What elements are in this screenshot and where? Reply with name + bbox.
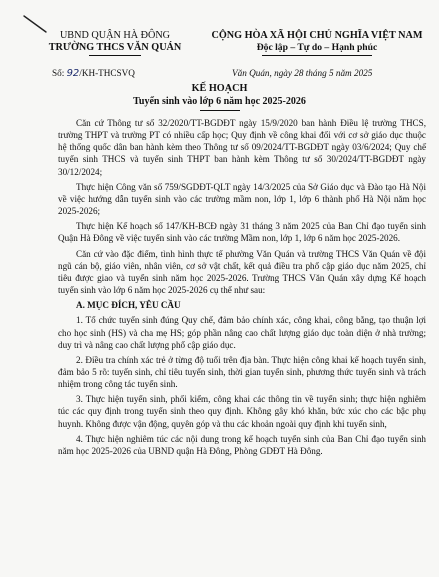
school-name: TRƯỜNG THCS VĂN QUÁN bbox=[48, 42, 182, 53]
issuing-organization bbox=[40, 30, 190, 56]
purpose-item-2: 2. Điều tra chính xác trẻ ở từng độ tuổi trên địa bàn. Thực hiện công khai kế hoạch tuyển sinh, đảm bảo 5 rõ: tuyển sinh, chỉ tiêu tuyển sinh, thời gian tuyển sinh, phương thức tuyển sinh và trách nhiệm trong công tác tuyển sinh. bbox=[58, 354, 426, 390]
district-name: UBND QUẬN HÀ ĐÔNG bbox=[59, 30, 171, 41]
legal-basis-paragraph-3: Thực hiện Kế hoạch số 147/KH-BCĐ ngày 31 tháng 3 năm 2025 của Ban Chỉ đạo tuyển sinh Quận Hà Đông về việc tuyển sinh vào các trường Mầm non, lớp 1, lớp 6 năm học 2025-2026. bbox=[58, 221, 426, 244]
national-motto bbox=[198, 30, 436, 56]
document-number-value: 92 bbox=[66, 68, 80, 79]
purpose-item-1: 1. Tổ chức tuyển sinh đúng Quy chế, đảm bảo chính xác, công khai, công bằng, tạo thuận lợi cho học sinh (HS) và cha mẹ HS; góp phần nâng cao chất lượng giáo dục toàn diện ở nhà trường; duy trì và nâng cao chất lượng phổ cập giáo dục. bbox=[58, 315, 426, 350]
motto-line: Độc lập – Tự do – Hạnh phúc bbox=[256, 42, 378, 53]
purpose-item-4: 4. Thực hiện nghiêm túc các nội dung trong kế hoạch tuyển sinh của Ban Chỉ đạo tuyển sinh năm học 2025-2026 của UBND quận Hà Đông, Phòng GDĐT Hà Đông. bbox=[58, 433, 426, 456]
document-number-suffix: /KH-THCSVQ bbox=[79, 68, 135, 78]
issue-date: Văn Quán, ngày 28 tháng 5 năm 2025 bbox=[232, 68, 373, 78]
document-type-title: KẾ HOẠCH bbox=[191, 83, 248, 94]
document-number bbox=[52, 67, 135, 80]
document-body bbox=[58, 117, 426, 457]
document-subject-title: Tuyển sinh vào lớp 6 năm học 2025-2026 bbox=[133, 96, 306, 107]
legal-basis-paragraph-2: Thực hiện Công văn số 759/SGDĐT-QLT ngày 14/3/2025 của Sở Giáo dục và Đào tạo Hà Nội về việc hướng dẫn tuyển sinh vào các trường mầm non, lớp 1, lớp 6 thành phố Hà Nội năm học 2025-2026; bbox=[58, 181, 426, 217]
document-number-prefix: Số: bbox=[52, 68, 65, 78]
section-heading-a: A. MỤC ĐÍCH, YÊU CẦU bbox=[76, 300, 181, 311]
org-underline bbox=[89, 55, 141, 56]
motto-underline bbox=[262, 55, 372, 56]
context-paragraph: Căn cứ vào đặc điểm, tình hình thực tế phường Văn Quán và trường THCS Văn Quán về đội ngũ cán bộ, giáo viên, nhân viên, cơ sở vật chất, kết quả điều tra phổ cập giáo dục năm 2025, chỉ tiêu được giao và tuyển sinh năm học 2025-2026. Trường THCS Văn Quán xây dựng Kế hoạch tuyển sinh vào lớp 6 năm học 2025-2026 cụ thể như sau: bbox=[58, 248, 426, 296]
title-underline bbox=[200, 110, 240, 111]
country-name: CỘNG HÒA XÃ HỘI CHỦ NGHĨA VIỆT NAM bbox=[211, 30, 423, 41]
legal-basis-paragraph-1: Căn cứ Thông tư số 32/2020/TT-BGDĐT ngày 15/9/2020 ban hành Điều lệ trường THCS, trường THPT và trường PT có nhiều cấp học; Quy định về công khai đối với cơ sở giáo dục thuộc hệ thống quốc dân ban hành kèm theo Thông tư số 09/2024/TT-BGDĐT ngày 03/6/2024; Quy chế tuyển sinh THCS và tuyển sinh THPT ban hành kèm Thông tư số 30/2024/TT-BGDĐT ngày 30/12/2024; bbox=[58, 118, 426, 177]
purpose-item-3: 3. Thực hiện tuyển sinh, phối kiểm, công khai các thông tin về tuyển sinh; thực hiện nghiêm túc các quy định trong tuyển sinh theo quy định. Không gây khó khăn, bức xúc cho các bậc phụ huynh. Không được vận động, quyên góp và thu các khoản ngoài quy định khi tuyển sinh, bbox=[58, 394, 426, 429]
